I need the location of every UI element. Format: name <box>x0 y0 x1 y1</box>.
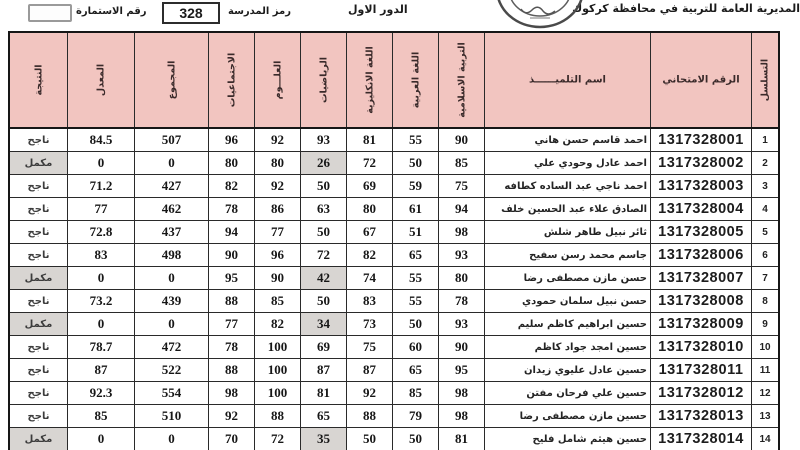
cell-arabic: 59 <box>393 175 439 198</box>
cell-total: 510 <box>135 405 209 428</box>
table-row <box>9 128 779 152</box>
cell-math: 26 <box>301 152 347 175</box>
cell-serial: 4 <box>752 198 780 221</box>
cell-arabic: 50 <box>393 313 439 336</box>
cell-science: 92 <box>255 128 301 152</box>
cell-result: ناجح <box>9 382 68 405</box>
cell-serial: 9 <box>752 313 780 336</box>
header-serial <box>752 32 780 128</box>
cell-average: 0 <box>68 267 135 290</box>
cell-name: حسين عادل عليوي زيدان <box>485 359 651 382</box>
cell-science: 86 <box>255 198 301 221</box>
cell-english: 83 <box>347 290 393 313</box>
cell-islamic: 90 <box>439 128 485 152</box>
header-label-science: العلـــوم <box>272 60 283 100</box>
cell-islamic: 80 <box>439 267 485 290</box>
cell-result: ناجح <box>9 405 68 428</box>
page-header <box>0 0 800 31</box>
cell-result: مكمل <box>9 152 68 175</box>
cell-science: 88 <box>255 405 301 428</box>
header-label-name: اسم التلميــــــذ <box>528 74 606 86</box>
cell-arabic: 51 <box>393 221 439 244</box>
cell-average: 0 <box>68 313 135 336</box>
cell-social: 88 <box>209 359 255 382</box>
header-social <box>209 32 255 128</box>
cell-exam_number: 1317328002 <box>651 152 752 175</box>
cell-exam_number: 1317328008 <box>651 290 752 313</box>
cell-result: ناجح <box>9 175 68 198</box>
cell-math: 50 <box>301 290 347 313</box>
cell-arabic: 65 <box>393 359 439 382</box>
cell-arabic: 55 <box>393 267 439 290</box>
cell-math: 34 <box>301 313 347 336</box>
cell-arabic: 85 <box>393 382 439 405</box>
cell-islamic: 98 <box>439 405 485 428</box>
cell-result: ناجح <box>9 221 68 244</box>
cell-social: 96 <box>209 128 255 152</box>
header-islamic <box>439 32 485 128</box>
cell-serial: 2 <box>752 152 780 175</box>
cell-total: 437 <box>135 221 209 244</box>
cell-social: 78 <box>209 336 255 359</box>
cell-arabic: 55 <box>393 128 439 152</box>
cell-social: 70 <box>209 428 255 450</box>
table-row <box>9 198 779 221</box>
cell-social: 77 <box>209 313 255 336</box>
cell-total: 0 <box>135 313 209 336</box>
cell-result: ناجح <box>9 359 68 382</box>
header-total <box>135 32 209 128</box>
table-row <box>9 405 779 428</box>
cell-math: 93 <box>301 128 347 152</box>
cell-name: حسين علي فرحان مفتن <box>485 382 651 405</box>
cell-total: 498 <box>135 244 209 267</box>
cell-average: 85 <box>68 405 135 428</box>
cell-islamic: 95 <box>439 359 485 382</box>
cell-islamic: 94 <box>439 198 485 221</box>
cell-social: 94 <box>209 221 255 244</box>
cell-average: 0 <box>68 152 135 175</box>
cell-arabic: 65 <box>393 244 439 267</box>
cell-islamic: 93 <box>439 313 485 336</box>
table-row <box>9 152 779 175</box>
cell-science: 100 <box>255 359 301 382</box>
header-name <box>485 32 651 128</box>
table-row <box>9 313 779 336</box>
cell-arabic: 79 <box>393 405 439 428</box>
cell-serial: 8 <box>752 290 780 313</box>
cell-result: ناجح <box>9 198 68 221</box>
cell-name: حسين مازن مصطفى رضا <box>485 405 651 428</box>
table-row <box>9 359 779 382</box>
cell-serial: 11 <box>752 359 780 382</box>
cell-english: 69 <box>347 175 393 198</box>
cell-average: 72.8 <box>68 221 135 244</box>
cell-serial: 12 <box>752 382 780 405</box>
header-average <box>68 32 135 128</box>
cell-result: ناجح <box>9 128 68 152</box>
cell-result: مكمل <box>9 267 68 290</box>
school-code-value: 328 <box>162 2 220 24</box>
cell-name: جاسم محمد رسن سفيح <box>485 244 651 267</box>
cell-name: حسن نبيل سلمان حمودي <box>485 290 651 313</box>
cell-social: 88 <box>209 290 255 313</box>
cell-total: 427 <box>135 175 209 198</box>
cell-serial: 7 <box>752 267 780 290</box>
cell-english: 73 <box>347 313 393 336</box>
cell-name: حسين ابراهيم كاظم سليم <box>485 313 651 336</box>
cell-average: 0 <box>68 428 135 450</box>
cell-science: 96 <box>255 244 301 267</box>
cell-math: 35 <box>301 428 347 450</box>
table-row <box>9 428 779 450</box>
header-label-arabic: اللغة العربية <box>410 51 421 109</box>
cell-english: 81 <box>347 128 393 152</box>
ministry-seal-icon <box>494 0 586 31</box>
cell-english: 88 <box>347 405 393 428</box>
cell-exam_number: 1317328004 <box>651 198 752 221</box>
header-science <box>255 32 301 128</box>
cell-name: احمد ناجي عبد الساده كطافه <box>485 175 651 198</box>
cell-average: 71.2 <box>68 175 135 198</box>
cell-math: 63 <box>301 198 347 221</box>
header-label-average: المعدل <box>95 63 107 97</box>
cell-math: 81 <box>301 382 347 405</box>
header-label-serial: التسلسل <box>759 58 771 102</box>
header-label-exam_number: الرقم الامتحاني <box>662 74 740 86</box>
cell-social: 90 <box>209 244 255 267</box>
cell-result: ناجح <box>9 244 68 267</box>
cell-total: 462 <box>135 198 209 221</box>
cell-result: ناجح <box>9 336 68 359</box>
cell-social: 78 <box>209 198 255 221</box>
cell-english: 74 <box>347 267 393 290</box>
table-row <box>9 244 779 267</box>
cell-islamic: 98 <box>439 382 485 405</box>
cell-serial: 14 <box>752 428 780 450</box>
cell-serial: 1 <box>752 128 780 152</box>
cell-serial: 6 <box>752 244 780 267</box>
cell-average: 87 <box>68 359 135 382</box>
cell-science: 100 <box>255 382 301 405</box>
cell-result: مكمل <box>9 313 68 336</box>
header-result <box>9 32 68 128</box>
cell-math: 72 <box>301 244 347 267</box>
cell-average: 73.2 <box>68 290 135 313</box>
cell-average: 83 <box>68 244 135 267</box>
cell-average: 84.5 <box>68 128 135 152</box>
cell-name: حسين هيثم شامل فليح <box>485 428 651 450</box>
cell-math: 50 <box>301 221 347 244</box>
table-row <box>9 221 779 244</box>
header-label-english: اللغة الانكليزية <box>364 46 375 114</box>
form-number-label: رقم الاستمارة <box>76 6 147 17</box>
header-label-total: المجموع <box>166 60 177 100</box>
cell-name: الصادق علاء عبد الحسين خلف <box>485 198 651 221</box>
cell-science: 85 <box>255 290 301 313</box>
cell-exam_number: 1317328003 <box>651 175 752 198</box>
cell-islamic: 81 <box>439 428 485 450</box>
cell-english: 67 <box>347 221 393 244</box>
header-exam_number <box>651 32 752 128</box>
cell-name: احمد عادل وحودي علي <box>485 152 651 175</box>
cell-arabic: 55 <box>393 290 439 313</box>
header-english <box>347 32 393 128</box>
header-arabic <box>393 32 439 128</box>
cell-islamic: 75 <box>439 175 485 198</box>
cell-exam_number: 1317328011 <box>651 359 752 382</box>
header-label-social: الاجتماعيات <box>226 52 237 108</box>
cell-math: 50 <box>301 175 347 198</box>
cell-exam_number: 1317328010 <box>651 336 752 359</box>
cell-name: ثائر نبيل طاهر شلش <box>485 221 651 244</box>
exam-round-label: الدور الاول <box>348 3 408 16</box>
cell-result: مكمل <box>9 428 68 450</box>
cell-english: 75 <box>347 336 393 359</box>
cell-english: 80 <box>347 198 393 221</box>
cell-arabic: 50 <box>393 152 439 175</box>
cell-science: 80 <box>255 152 301 175</box>
cell-exam_number: 1317328005 <box>651 221 752 244</box>
cell-social: 92 <box>209 405 255 428</box>
cell-science: 72 <box>255 428 301 450</box>
cell-total: 0 <box>135 428 209 450</box>
header-label-result: النتيجة <box>33 64 44 96</box>
cell-math: 65 <box>301 405 347 428</box>
cell-name: حسين امجد جواد كاظم <box>485 336 651 359</box>
cell-result: ناجح <box>9 290 68 313</box>
cell-islamic: 85 <box>439 152 485 175</box>
cell-science: 82 <box>255 313 301 336</box>
cell-social: 82 <box>209 175 255 198</box>
cell-serial: 3 <box>752 175 780 198</box>
table-row <box>9 382 779 405</box>
cell-math: 87 <box>301 359 347 382</box>
cell-total: 0 <box>135 152 209 175</box>
cell-arabic: 60 <box>393 336 439 359</box>
cell-math: 42 <box>301 267 347 290</box>
cell-science: 90 <box>255 267 301 290</box>
cell-serial: 13 <box>752 405 780 428</box>
table-row <box>9 290 779 313</box>
cell-arabic: 50 <box>393 428 439 450</box>
cell-english: 92 <box>347 382 393 405</box>
cell-english: 82 <box>347 244 393 267</box>
cell-serial: 5 <box>752 221 780 244</box>
cell-science: 92 <box>255 175 301 198</box>
cell-math: 69 <box>301 336 347 359</box>
cell-exam_number: 1317328012 <box>651 382 752 405</box>
results-table <box>8 31 780 450</box>
school-code-label: رمز المدرسة <box>228 6 291 17</box>
cell-exam_number: 1317328006 <box>651 244 752 267</box>
header-row <box>9 32 779 128</box>
cell-total: 439 <box>135 290 209 313</box>
cell-average: 92.3 <box>68 382 135 405</box>
header-label-islamic: التربية الاسلامية <box>456 42 467 118</box>
cell-name: حسن مازن مصطفى رضا <box>485 267 651 290</box>
cell-total: 507 <box>135 128 209 152</box>
cell-exam_number: 1317328013 <box>651 405 752 428</box>
cell-average: 78.7 <box>68 336 135 359</box>
cell-total: 472 <box>135 336 209 359</box>
cell-social: 95 <box>209 267 255 290</box>
cell-social: 80 <box>209 152 255 175</box>
cell-english: 72 <box>347 152 393 175</box>
cell-english: 50 <box>347 428 393 450</box>
cell-science: 77 <box>255 221 301 244</box>
table-row <box>9 336 779 359</box>
form-number-box <box>28 4 72 22</box>
cell-social: 98 <box>209 382 255 405</box>
directorate-title: المديرية العامة للتربية في محافظة كركوك <box>572 2 800 15</box>
table-row <box>9 267 779 290</box>
cell-arabic: 61 <box>393 198 439 221</box>
table-row <box>9 175 779 198</box>
cell-islamic: 93 <box>439 244 485 267</box>
cell-islamic: 90 <box>439 336 485 359</box>
header-math <box>301 32 347 128</box>
cell-total: 554 <box>135 382 209 405</box>
cell-english: 87 <box>347 359 393 382</box>
cell-serial: 10 <box>752 336 780 359</box>
results-table-body <box>9 128 779 450</box>
cell-islamic: 78 <box>439 290 485 313</box>
header-label-math: الرياضيات <box>318 56 329 104</box>
cell-exam_number: 1317328007 <box>651 267 752 290</box>
cell-average: 77 <box>68 198 135 221</box>
cell-science: 100 <box>255 336 301 359</box>
cell-name: احمد قاسم حسن هاني <box>485 128 651 152</box>
cell-exam_number: 1317328001 <box>651 128 752 152</box>
cell-total: 522 <box>135 359 209 382</box>
results-table-header <box>9 32 779 128</box>
cell-total: 0 <box>135 267 209 290</box>
cell-islamic: 98 <box>439 221 485 244</box>
cell-exam_number: 1317328014 <box>651 428 752 450</box>
cell-exam_number: 1317328009 <box>651 313 752 336</box>
